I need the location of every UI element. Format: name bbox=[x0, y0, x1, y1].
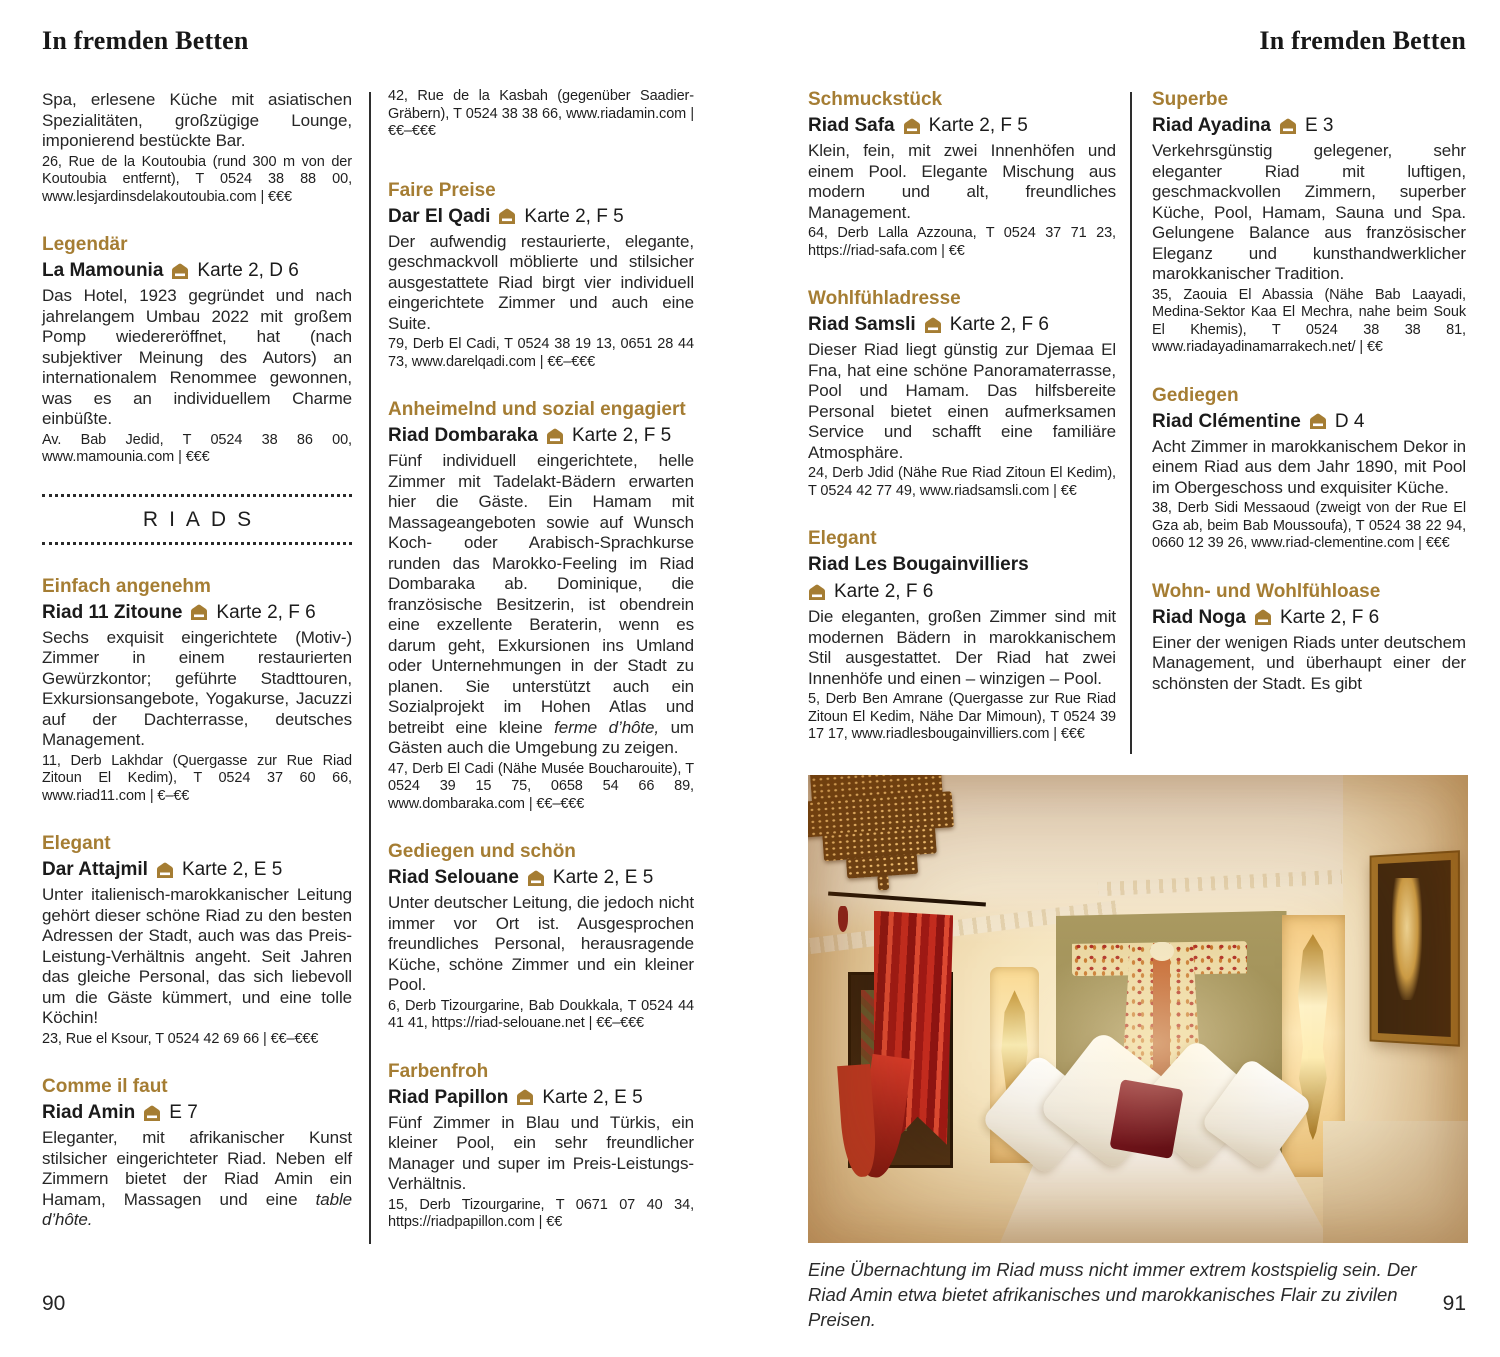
entry-name-line bbox=[388, 203, 694, 230]
entry-category: Legendär bbox=[42, 234, 128, 255]
entry-address: 38, Derb Sidi Messaoud (zweigt von der Rue El Gza ab, beim Bab Moussoufa), T 0524 38 22 94, 0660 12 39 26, www.riad-clementine.com | €€€ bbox=[1152, 500, 1466, 551]
entry-category: Gediegen bbox=[1152, 384, 1239, 406]
entry-description bbox=[388, 451, 694, 759]
entry-name: Riad Papillon bbox=[388, 1086, 509, 1108]
entry-name: Riad Amin bbox=[42, 1102, 136, 1123]
entry-name: Riad Dombaraka bbox=[388, 425, 538, 446]
running-head-right: In fremden Betten bbox=[1259, 26, 1466, 55]
entry-name: Riad Ayadina bbox=[1152, 115, 1271, 136]
photo-lamp-finial bbox=[877, 874, 890, 890]
house-icon bbox=[516, 1089, 534, 1105]
entry-address: 11, Derb Lakhdar (Quergasse zur Rue Riad Zitoun El Kedim), T 0524 37 60 66, www.riad11.com | €–€€ bbox=[42, 752, 352, 804]
house-icon bbox=[903, 118, 921, 134]
entry-riad-11-zitoune bbox=[42, 575, 352, 806]
entry-name-line bbox=[808, 551, 1116, 578]
entry-category: Faire Preise bbox=[388, 179, 496, 201]
column-rule-left bbox=[369, 92, 371, 1244]
house-icon bbox=[1279, 118, 1297, 134]
entry-address: 5, Derb Ben Amrane (Quergasse zur Rue Riad Zitoun El Kedim, Nähe Dar Mimoun), T 0524 39 17 17, www.riadlesbougainvilliers.com | €€€ bbox=[808, 691, 1116, 742]
entry-description: Einer der wenigen Riads unter deutschem Management, und überhaupt einer der schönsten der Stadt. Es gibt bbox=[1152, 632, 1466, 693]
entry-map-ref: D 4 bbox=[1334, 410, 1365, 432]
entry-description: Acht Zimmer in marokkanischem Dekor in einem Riad aus dem Jahr 1890, mit Pool im Obergeschoss und exquisiter Küche. bbox=[1152, 436, 1466, 497]
column-1 bbox=[42, 88, 352, 1258]
entry-map-ref: Karte 2, E 5 bbox=[542, 1086, 643, 1108]
entry-map-ref: E 7 bbox=[169, 1102, 198, 1123]
entry-name: Riad Samsli bbox=[808, 314, 916, 335]
entry-riad-selouane bbox=[388, 840, 694, 1033]
entry-address: 26, Rue de la Koutoubia (rund 300 m von der Koutoubia entfernt), T 0524 38 88 00, www.lesjardinsdelakoutoubia.com | €€€ bbox=[42, 153, 352, 205]
entry-name: Riad Clémentine bbox=[1152, 410, 1301, 432]
entry-description: Verkehrsgünstig gelegener, sehr eleganter Riad mit luftigen, geschmackvollen Zimmern, superber Küche, Pool, Hamam, Sauna und Spa. Gelungene Balance aus französischer Eleganz und kunsthandwerklicher marokkanischer Tradition. bbox=[1152, 141, 1466, 283]
entry-map-line bbox=[808, 578, 1116, 605]
entry-name-line bbox=[42, 1099, 352, 1126]
page-number-left: 90 bbox=[42, 1292, 66, 1315]
entry-name-line bbox=[808, 311, 1116, 338]
page-number-right: 91 bbox=[1442, 1292, 1466, 1315]
house-icon bbox=[808, 584, 826, 600]
entry-riad-papillon bbox=[388, 1060, 694, 1232]
entry-map-ref: E 3 bbox=[1304, 115, 1334, 136]
column-3 bbox=[808, 88, 1116, 771]
section-title: RIADS bbox=[142, 507, 263, 531]
entry-description: Unter deutscher Leitung, die jedoch nicht immer vor Ort ist. Ausgesprochen freundliches Personal, herausragende Küche, schöne Zimmer und ein kleiner Pool. bbox=[388, 893, 694, 994]
entry-description-italic: table d’hôte. bbox=[42, 1189, 352, 1229]
entry-name-line bbox=[42, 257, 352, 284]
entry-description bbox=[42, 1128, 352, 1231]
house-icon bbox=[1309, 413, 1327, 429]
house-icon bbox=[1254, 609, 1272, 625]
entry-riad-amin-continuation bbox=[388, 88, 694, 141]
photo-tassel bbox=[838, 906, 848, 932]
entry-riad-amin bbox=[42, 1075, 352, 1231]
entry-map-ref: Karte 2, D 6 bbox=[197, 260, 299, 281]
entry-address: 79, Derb El Cadi, T 0524 38 19 13, 0651 28 44 73, www.darelqadi.com | €€–€€€ bbox=[388, 336, 694, 370]
entry-description: Sechs exquisit eingerichtete (Motiv-) Zimmer in einem restaurierten Gewürzkontor; geführte Stadttouren, Exkursionsangebote, Yogakurse, Jacuzzi auf der Dachterrasse, deutsches Management. bbox=[42, 627, 352, 749]
entry-address: 23, Rue el Ksour, T 0524 42 69 66 | €€–€€€ bbox=[42, 1030, 319, 1047]
dotted-rule-bottom bbox=[42, 542, 352, 545]
section-divider-riads bbox=[42, 494, 352, 545]
photo-ceiling-lamp bbox=[808, 775, 971, 898]
house-icon bbox=[498, 208, 516, 224]
entry-address: 24, Derb Jdid (Nähe Rue Riad Zitoun El Kedim), T 0524 42 77 49, www.riadsamsli.com | €€ bbox=[808, 465, 1116, 499]
house-icon bbox=[171, 263, 189, 279]
column-2 bbox=[388, 88, 694, 1259]
riad-bedroom-photo bbox=[808, 775, 1468, 1243]
entry-category: Superbe bbox=[1152, 89, 1229, 110]
photo-mirror-reflection bbox=[1392, 878, 1422, 1000]
entry-name-line bbox=[1152, 112, 1466, 139]
entry-name-line bbox=[388, 864, 694, 891]
entry-map-ref: Karte 2, F 5 bbox=[928, 115, 1028, 136]
house-icon bbox=[190, 604, 208, 620]
entry-description: Spa, erlesene Küche mit asiatischen Spezialitäten, großzügige Lounge, imponierend bestückte Bar. bbox=[42, 90, 352, 150]
entry-riad-dombaraka bbox=[388, 398, 694, 813]
entry-description-text: um Gästen auch die Umgebung zu zeigen. bbox=[388, 717, 694, 757]
entry-dar-el-qadi bbox=[388, 179, 694, 372]
house-icon bbox=[527, 870, 545, 886]
photo-caption: Eine Übernachtung im Riad muss nicht immer extrem kostspielig sein. Der Riad Amin etwa bietet afrikanisches und marokkanisches Flair zu zivilen Preisen. bbox=[808, 1259, 1417, 1330]
entry-address: 35, Zaouia El Abassia (Nähe Bab Laayadi, Medina-Sektor Kaa El Mechra, nahe beim Souk El Khemis), T 0524 38 38 81, www.riadayadinamarrakech.net/ | €€ bbox=[1152, 286, 1466, 355]
house-icon bbox=[156, 862, 174, 878]
entry-riad-noga bbox=[1152, 580, 1466, 695]
entry-category: Comme il faut bbox=[42, 1076, 168, 1097]
entry-map-ref: Karte 2, F 6 bbox=[1279, 606, 1380, 628]
entry-name: Riad Selouane bbox=[388, 867, 519, 888]
entry-name-line bbox=[388, 422, 694, 449]
entry-name: Dar Attajmil bbox=[42, 859, 148, 880]
entry-map-ref: Karte 2, F 5 bbox=[524, 205, 624, 227]
house-icon bbox=[546, 428, 564, 444]
entry-name-line bbox=[42, 856, 352, 883]
entry-dar-attajmil bbox=[42, 832, 352, 1048]
entry-name-line bbox=[42, 599, 352, 626]
entry-name: Riad Noga bbox=[1152, 606, 1246, 628]
entry-category: Elegant bbox=[808, 528, 877, 549]
entry-category: Elegant bbox=[42, 833, 111, 854]
entry-name-line bbox=[808, 112, 1116, 139]
entry-category: Wohlfühladresse bbox=[808, 288, 961, 309]
entry-name-line bbox=[388, 1084, 694, 1111]
entry-description: Unter italienisch-marokkanischer Leitung gehört dieser schöne Riad zu den besten Adressen der Stadt, auch was das Preis-Leistung-Verhältnis angeht. Seit Jahren das gleiche Personal, das sich liebevoll um die Gäste kümmert, und eine tolle Köchin! bbox=[42, 885, 352, 1027]
entry-category: Einfach angenehm bbox=[42, 575, 211, 597]
entry-riad-clementine bbox=[1152, 384, 1466, 553]
entry-map-ref: Karte 2, F 6 bbox=[216, 601, 316, 623]
entry-description: Klein, fein, mit zwei Innenhöfen und einem Pool. Elegante Mischung aus modern und alt, freundliches Management. bbox=[808, 141, 1116, 222]
house-icon bbox=[924, 317, 942, 333]
entry-riad-samsli bbox=[808, 287, 1116, 500]
entry-address: 42, Rue de la Kasbah (gegenüber Saadier-Gräbern), T 0524 38 38 66, www.riadamin.com | €€–€€€ bbox=[388, 88, 694, 139]
entry-map-ref: Karte 2, F 6 bbox=[949, 314, 1049, 335]
entry-name: La Mamounia bbox=[42, 260, 164, 281]
entry-category: Farbenfroh bbox=[388, 1060, 489, 1082]
entry-description: Das Hotel, 1923 gegründet und nach jahrelangem Umbau 2022 mit großem Pomp wiedereröffnet, hat (nach subjektiver Meinung des Autors) an internationalem Renommee gewonnen, was es an individuellem Charme einbüßte. bbox=[42, 286, 352, 428]
entry-description: Die eleganten, großen Zimmer sind mit modernen Bädern in marokkanischem Stil ausgestattet. Der Riad hat zwei Innenhöfe und einen – winzigen – Pool. bbox=[808, 607, 1116, 688]
entry-map-ref: Karte 2, F 6 bbox=[834, 581, 934, 602]
entry-address: Av. Bab Jedid, T 0524 38 86 00, www.mamounia.com | €€€ bbox=[42, 431, 352, 465]
entry-name: Dar El Qadi bbox=[388, 205, 491, 227]
entry-description-italic: ferme d’hôte, bbox=[554, 717, 660, 737]
entry-riad-ayadina bbox=[1152, 88, 1466, 357]
running-head-left: In fremden Betten bbox=[42, 26, 249, 55]
entry-address: 47, Derb El Cadi (Nähe Musée Boucharouite), T 0524 39 15 75, 0658 54 66 89, www.dombaraka.com | €€–€€€ bbox=[388, 760, 694, 812]
photo-light-glow bbox=[1006, 939, 1303, 1150]
entry-la-mamounia bbox=[42, 233, 352, 467]
entry-name-line bbox=[1152, 604, 1466, 631]
entry-name: Riad 11 Zitoune bbox=[42, 601, 183, 623]
entry-category: Gediegen und schön bbox=[388, 841, 576, 862]
column-4 bbox=[1152, 88, 1466, 721]
photo-side-bench bbox=[1323, 1121, 1468, 1243]
entry-address: 6, Derb Tizourgarine, Bab Doukkala, T 0524 44 41 41, https://riad-selouane.net | €€–€€€ bbox=[388, 997, 694, 1031]
entry-category: Anheimelnd und sozial engagiert bbox=[388, 399, 686, 420]
entry-name: Riad Les Bougainvilliers bbox=[808, 554, 1029, 575]
entry-description-text: Eleganter, mit afrikanischer Kunst stilsicher eingerichteter Riad. Neben elf Zimmern bietet der Riad Amin ein Hamam, Massagen und eine bbox=[42, 1128, 352, 1209]
entry-description-text: Fünf individuell eingerichtete, helle Zimmer mit Tadelakt-Bädern erwarten hier die Gäste. Ein Hamam mit Massageangeboten sowie auf Wunsch Koch- oder Arabisch-Sprachkurse runden das Marokko-Feeling im Riad Dombaraka ab. Dominique, die französische Besitzerin, ist obendrein eine exzellente Beraterin, wenn es darum geht, Exkursionen ins Umland oder Unternehmungen in der Stadt zu planen. Sie unterstützt auch ein Sozialprojekt im Hohen Atlas und betreibt eine kleine bbox=[388, 451, 694, 737]
entry-address: 64, Derb Lalla Azzouna, T 0524 37 71 23, https://riad-safa.com | €€ bbox=[808, 225, 1116, 259]
entry-riad-safa bbox=[808, 88, 1116, 260]
column-rule-right bbox=[1130, 92, 1132, 754]
entry-address: 15, Derb Tizourgarine, T 0671 07 40 34, https://riadpapillon.com | €€ bbox=[388, 1196, 694, 1230]
house-icon bbox=[143, 1105, 161, 1121]
entry-koutoubia-continuation bbox=[42, 90, 352, 206]
entry-map-ref: Karte 2, F 5 bbox=[571, 425, 672, 446]
entry-map-ref: Karte 2, E 5 bbox=[181, 859, 283, 880]
entry-description: Dieser Riad liegt günstig zur Djemaa El Fna, hat eine schöne Panoramaterrasse, Pool und Hamam. Das hilfsbereite Personal bietet einen aufmerksamen Service und schafft eine familiäre Atmosphäre. bbox=[808, 340, 1116, 462]
entry-category: Wohn- und Wohlfühloase bbox=[1152, 580, 1381, 602]
entry-name-line bbox=[1152, 408, 1466, 435]
entry-description: Der aufwendig restaurierte, elegante, geschmackvoll möblierte und stilsicher ausgestattete Riad birgt vier individuell eingerichtete Zimmer und auch eine Suite. bbox=[388, 231, 694, 333]
entry-map-ref: Karte 2, E 5 bbox=[552, 867, 654, 888]
entry-name: Riad Safa bbox=[808, 115, 895, 136]
entry-category: Schmuckstück bbox=[808, 89, 943, 110]
entry-description: Fünf Zimmer in Blau und Türkis, ein kleiner Pool, ein sehr freundlicher Manager und super im Preis-Leistungs-Verhältnis. bbox=[388, 1112, 694, 1193]
entry-riad-les-bougainvilliers bbox=[808, 527, 1116, 744]
